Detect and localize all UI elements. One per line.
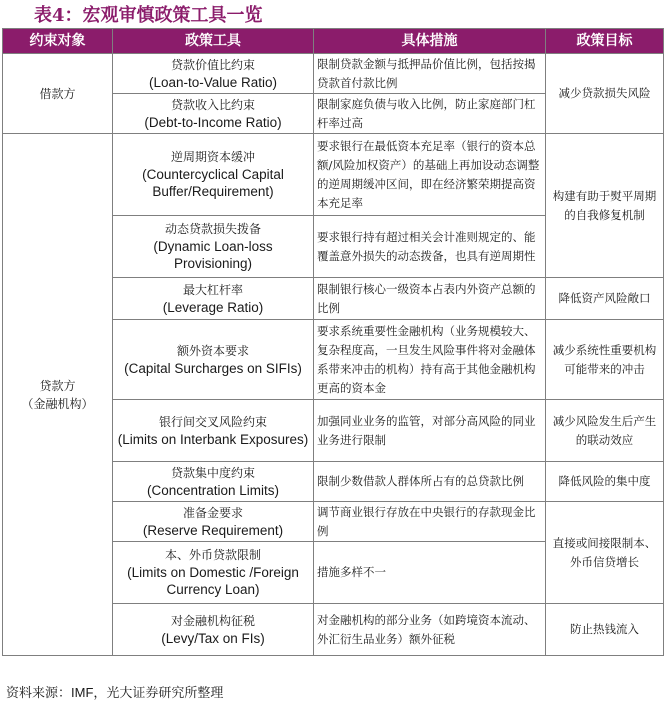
lender-sublabel: （金融机构） [21, 396, 94, 411]
measure-cell: 对金融机构的部分业务（如跨境资本流动、外汇衍生品业务）额外征税 [314, 604, 546, 656]
lender-label: 贷款方 [39, 378, 76, 393]
tool-cell: 贷款价值比约束 (Loan-to-Value Ratio) [113, 54, 314, 94]
source-label: 资料来源： [6, 686, 72, 701]
measure-cell: 措施多样不一 [314, 542, 546, 604]
source-org: IMF [71, 685, 94, 700]
goal-cell: 降低风险的集中度 [546, 462, 664, 502]
measure-cell: 要求系统重要性金融机构（业务规模较大、复杂程度高，一旦发生风险事件将对金融体系带来冲击的机构）持有高于其他金融机构更高的资本金 [314, 320, 546, 400]
table-row [3, 54, 664, 94]
table-row [3, 134, 664, 216]
header-target: 约束对象 [3, 29, 113, 54]
measure-cell: 限制少数借款人群体所占有的总贷款比例 [314, 462, 546, 502]
tool-cell: 贷款集中度约束 (Concentration Limits) [113, 462, 314, 502]
goal-cell: 防止热钱流入 [546, 604, 664, 656]
source-note [6, 683, 223, 704]
measure-cell: 要求银行在最低资本充足率（银行的资本总额/风险加权资产）的基础上再加设动态调整的逆周期缓冲区间，即在经济繁荣期提高资本充足率 [314, 134, 546, 216]
table-title: 表4：宏观审慎政策工具一览 [34, 5, 263, 26]
tool-cell: 银行间交叉风险约束 (Limits on Interbank Exposures) [113, 400, 314, 462]
goal-cell: 直接或间接限制本、外币信贷增长 [546, 502, 664, 604]
goal-cell: 减少系统性重要机构可能带来的冲击 [546, 320, 664, 400]
header-goal: 政策目标 [546, 29, 664, 54]
measure-cell: 限制银行核心一级资本占表内外资产总额的比例 [314, 278, 546, 320]
header-measure: 具体措施 [314, 29, 546, 54]
goal-cell: 减少贷款损失风险 [546, 54, 664, 134]
goal-cell: 降低资产风险敞口 [546, 278, 664, 320]
tool-cell: 准备金要求 (Reserve Requirement) [113, 502, 314, 542]
tool-cell: 额外资本要求 (Capital Surcharges on SIFIs) [113, 320, 314, 400]
measure-cell: 调节商业银行存放在中央银行的存款现金比例 [314, 502, 546, 542]
tool-cell: 贷款收入比约束 (Debt-to-Income Ratio) [113, 94, 314, 134]
tool-cell: 最大杠杆率 (Leverage Ratio) [113, 278, 314, 320]
header-row [3, 29, 664, 54]
target-borrower: 借款方 [3, 54, 113, 134]
tool-cell: 本、外币贷款限制 (Limits on Domestic /Foreign Currency Loan) [113, 542, 314, 604]
tool-cell: 逆周期资本缓冲 (Countercyclical Capital Buffer/Requirement) [113, 134, 314, 216]
tool-cell: 对金融机构征税 (Levy/Tax on FIs) [113, 604, 314, 656]
target-lender [3, 134, 113, 656]
measure-cell: 加强同业业务的监管，对部分高风险的同业业务进行限制 [314, 400, 546, 462]
header-tool: 政策工具 [113, 29, 314, 54]
tool-cell: 动态贷款损失拨备 (Dynamic Loan-loss Provisioning) [113, 216, 314, 278]
measure-cell: 要求银行持有超过相关会计准则规定的、能覆盖意外损失的动态拨备，也具有逆周期性 [314, 216, 546, 278]
measure-cell: 限制家庭负债与收入比例，防止家庭部门杠杆率过高 [314, 94, 546, 134]
goal-cell: 减少风险发生后产生的联动效应 [546, 400, 664, 462]
policy-tools-table [2, 28, 664, 656]
measure-cell: 限制贷款金额与抵押品价值比例，包括按揭贷款首付款比例 [314, 54, 546, 94]
goal-cell: 构建有助于熨平周期的自我修复机制 [546, 134, 664, 278]
source-rest: ，光大证券研究所整理 [93, 686, 224, 701]
